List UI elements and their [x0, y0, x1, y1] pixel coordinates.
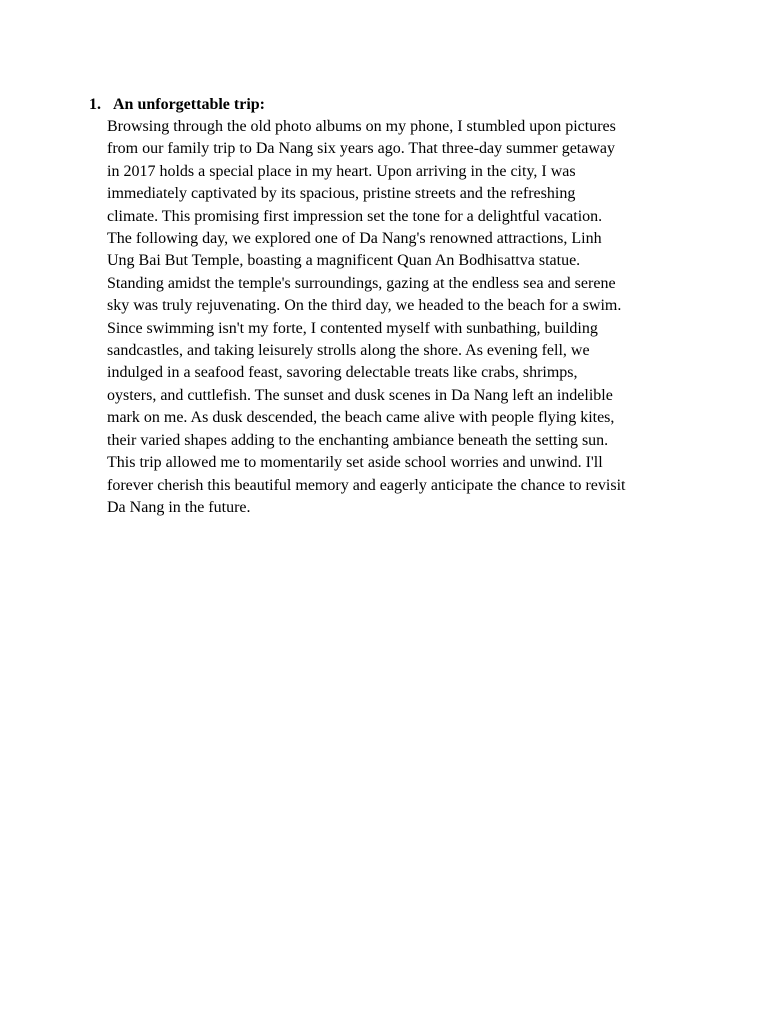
- text-line: sky was truly rejuvenating. On the third day, we headed to the beach for a swim.: [107, 297, 622, 315]
- text-line: Ung Bai But Temple, boasting a magnificent Quan An Bodhisattva statue.: [107, 252, 581, 270]
- numbered-list-item: [89, 94, 689, 519]
- text-line: climate. This promising first impression set the tone for a delightful vacation.: [107, 207, 603, 225]
- text-line: immediately captivated by its spacious, pristine streets and the refreshing: [107, 185, 576, 203]
- text-line: from our family trip to Da Nang six years ago. That three-day summer getaway: [107, 140, 615, 158]
- text-line: Da Nang in the future.: [107, 498, 251, 516]
- text-line: in 2017 holds a special place in my heart. Upon arriving in the city, I was: [107, 162, 576, 180]
- section-heading: [89, 94, 689, 116]
- text-line: mark on me. As dusk descended, the beach came alive with people flying kites,: [107, 409, 615, 427]
- list-number: 1.: [89, 96, 101, 113]
- paragraph: [89, 116, 689, 519]
- text-line: oysters, and cuttlefish. The sunset and dusk scenes in Da Nang left an indelible: [107, 386, 613, 404]
- text-line: This trip allowed me to momentarily set aside school worries and unwind. I'll: [107, 454, 603, 472]
- text-line: The following day, we explored one of Da Nang's renowned attractions, Linh: [107, 230, 602, 248]
- text-line: forever cherish this beautiful memory and eagerly anticipate the chance to revisit: [107, 476, 626, 494]
- text-line: indulged in a seafood feast, savoring delectable treats like crabs, shrimps,: [107, 364, 578, 382]
- text-line: Standing amidst the temple's surroundings, gazing at the endless sea and serene: [107, 274, 616, 292]
- text-line: sandcastles, and taking leisurely strolls along the shore. As evening fell, we: [107, 342, 590, 360]
- text-line: Browsing through the old photo albums on my phone, I stumbled upon pictures: [107, 118, 616, 135]
- heading-text: An unforgettable trip:: [113, 96, 265, 113]
- text-line: Since swimming isn't my forte, I contented myself with sunbathing, building: [107, 319, 598, 337]
- text-line: their varied shapes adding to the enchanting ambiance beneath the setting sun.: [107, 431, 609, 449]
